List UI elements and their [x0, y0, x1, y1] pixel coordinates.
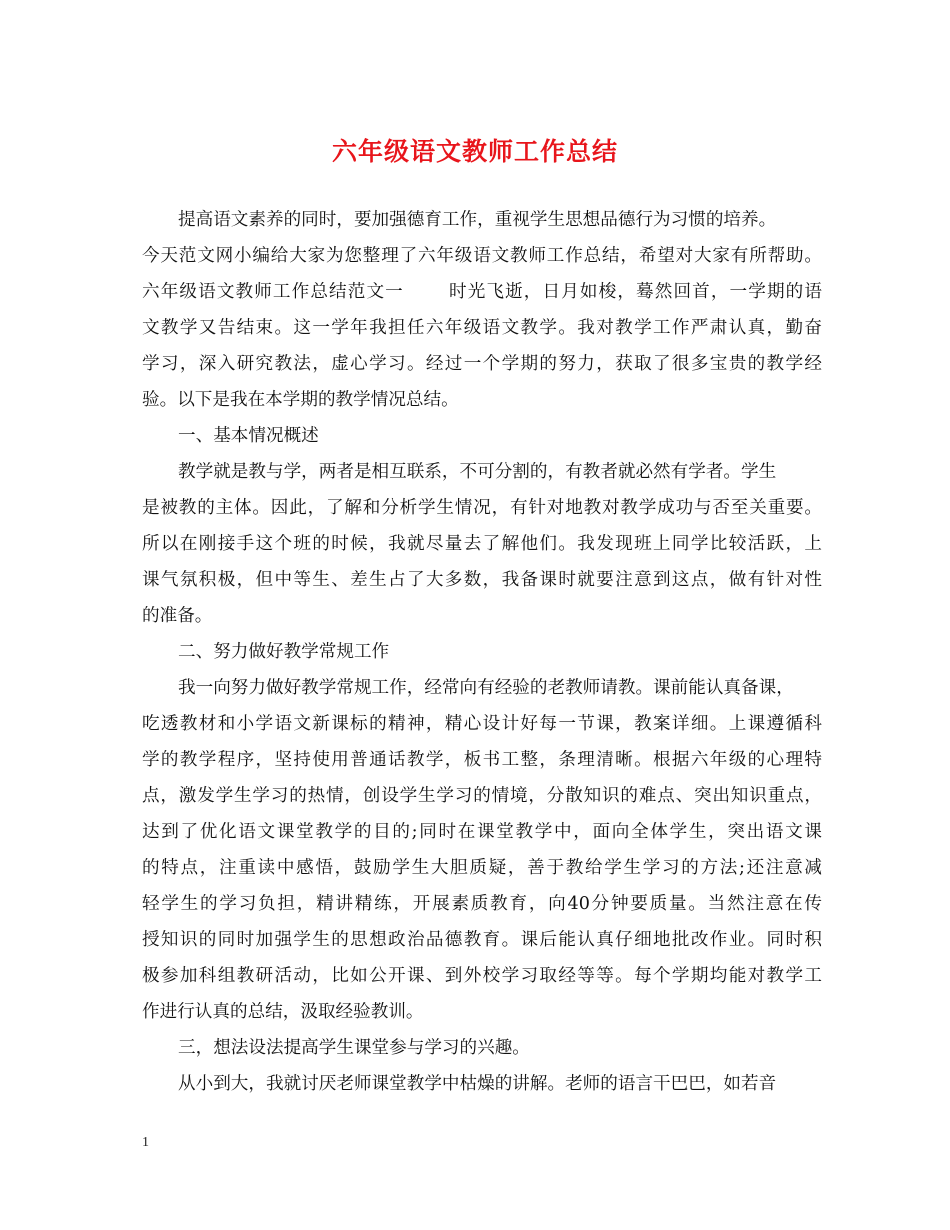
text-line: 授知识的同时加强学生的思想政治品德教育。课后能认真仔细地批改作业。同时积 [142, 930, 822, 950]
document-body [142, 202, 822, 1102]
text-line: 我一向努力做好教学常规工作，经常向有经验的老教师请教。课前能认真备课， [178, 678, 794, 698]
text-line: 极参加科组教研活动，比如公开课、到外校学习取经等等。每个学期均能对教学工 [142, 966, 822, 986]
text-line: 今天范文网小编给大家为您整理了六年级语文教师工作总结，希望对大家有所帮助。 [142, 246, 822, 266]
text-line: 作进行认真的总结，汲取经验教训。 [142, 1002, 424, 1022]
text-line: 是被教的主体。因此，了解和分析学生情况，有针对地教对教学成功与否至关重要。 [142, 498, 822, 518]
text-line: 的准备。 [142, 606, 213, 626]
text-line: 点，激发学生学习的热情，创设学生学习的情境，分散知识的难点、突出知识重点， [142, 786, 822, 806]
subheading-inline: 六年级语文教师工作总结范文一 [142, 282, 404, 302]
section-heading: 二、努力做好教学常规工作 [178, 642, 390, 662]
text-line: 的特点，注重读中感悟，鼓励学生大胆质疑，善于教给学生学习的方法;还注意减 [142, 858, 822, 878]
text-line: 所以在刚接手这个班的时候，我就尽量去了解他们。我发现班上同学比较活跃，上 [142, 534, 822, 554]
text-line: 学的教学程序，坚持使用普通话教学，板书工整，条理清晰。根据六年级的心理特 [142, 750, 822, 770]
text-line: 文教学又告结束。这一学年我担任六年级语文教学。我对教学工作严肃认真，勤奋 [142, 318, 822, 338]
section-heading: 三，想法设法提高学生课堂参与学习的兴趣。 [178, 1038, 530, 1058]
text-segment: 时光飞逝，日月如梭，蓦然回首，一学期的语 [447, 282, 822, 302]
text-line: 提高语文素养的同时，要加强德育工作，重视学生思想品德行为习惯的培养。 [178, 210, 777, 230]
section-heading: 一、基本情况概述 [178, 426, 319, 446]
text-line: 验。以下是我在本学期的教学情况总结。 [142, 390, 459, 410]
text-line: 轻学生的学习负担，精讲精练，开展素质教育，向40分钟要质量。当然注意在传 [142, 894, 822, 914]
page-number: 1 [142, 1135, 149, 1150]
text-line: 教学就是教与学，两者是相互联系，不可分割的，有教者就必然有学者。学生 [178, 462, 777, 482]
text-line: 吃透教材和小学语文新课标的精神，精心设计好每一节课，教案详细。上课遵循科 [142, 714, 822, 734]
text-line: 课气氛积极，但中等生、差生占了大多数，我备课时就要注意到这点，做有针对性 [142, 570, 822, 590]
document-title: 六年级语文教师工作总结 [331, 137, 618, 166]
text-line: 达到了优化语文课堂教学的目的;同时在课堂教学中，面向全体学生，突出语文课 [142, 822, 822, 842]
text-line: 学习，深入研究教法，虚心学习。经过一个学期的努力，获取了很多宝贵的教学经 [142, 354, 822, 374]
text-line: 从小到大，我就讨厌老师课堂教学中枯燥的讲解。老师的语言干巴巴，如若音 [178, 1074, 777, 1094]
text-line-compound [142, 274, 822, 310]
